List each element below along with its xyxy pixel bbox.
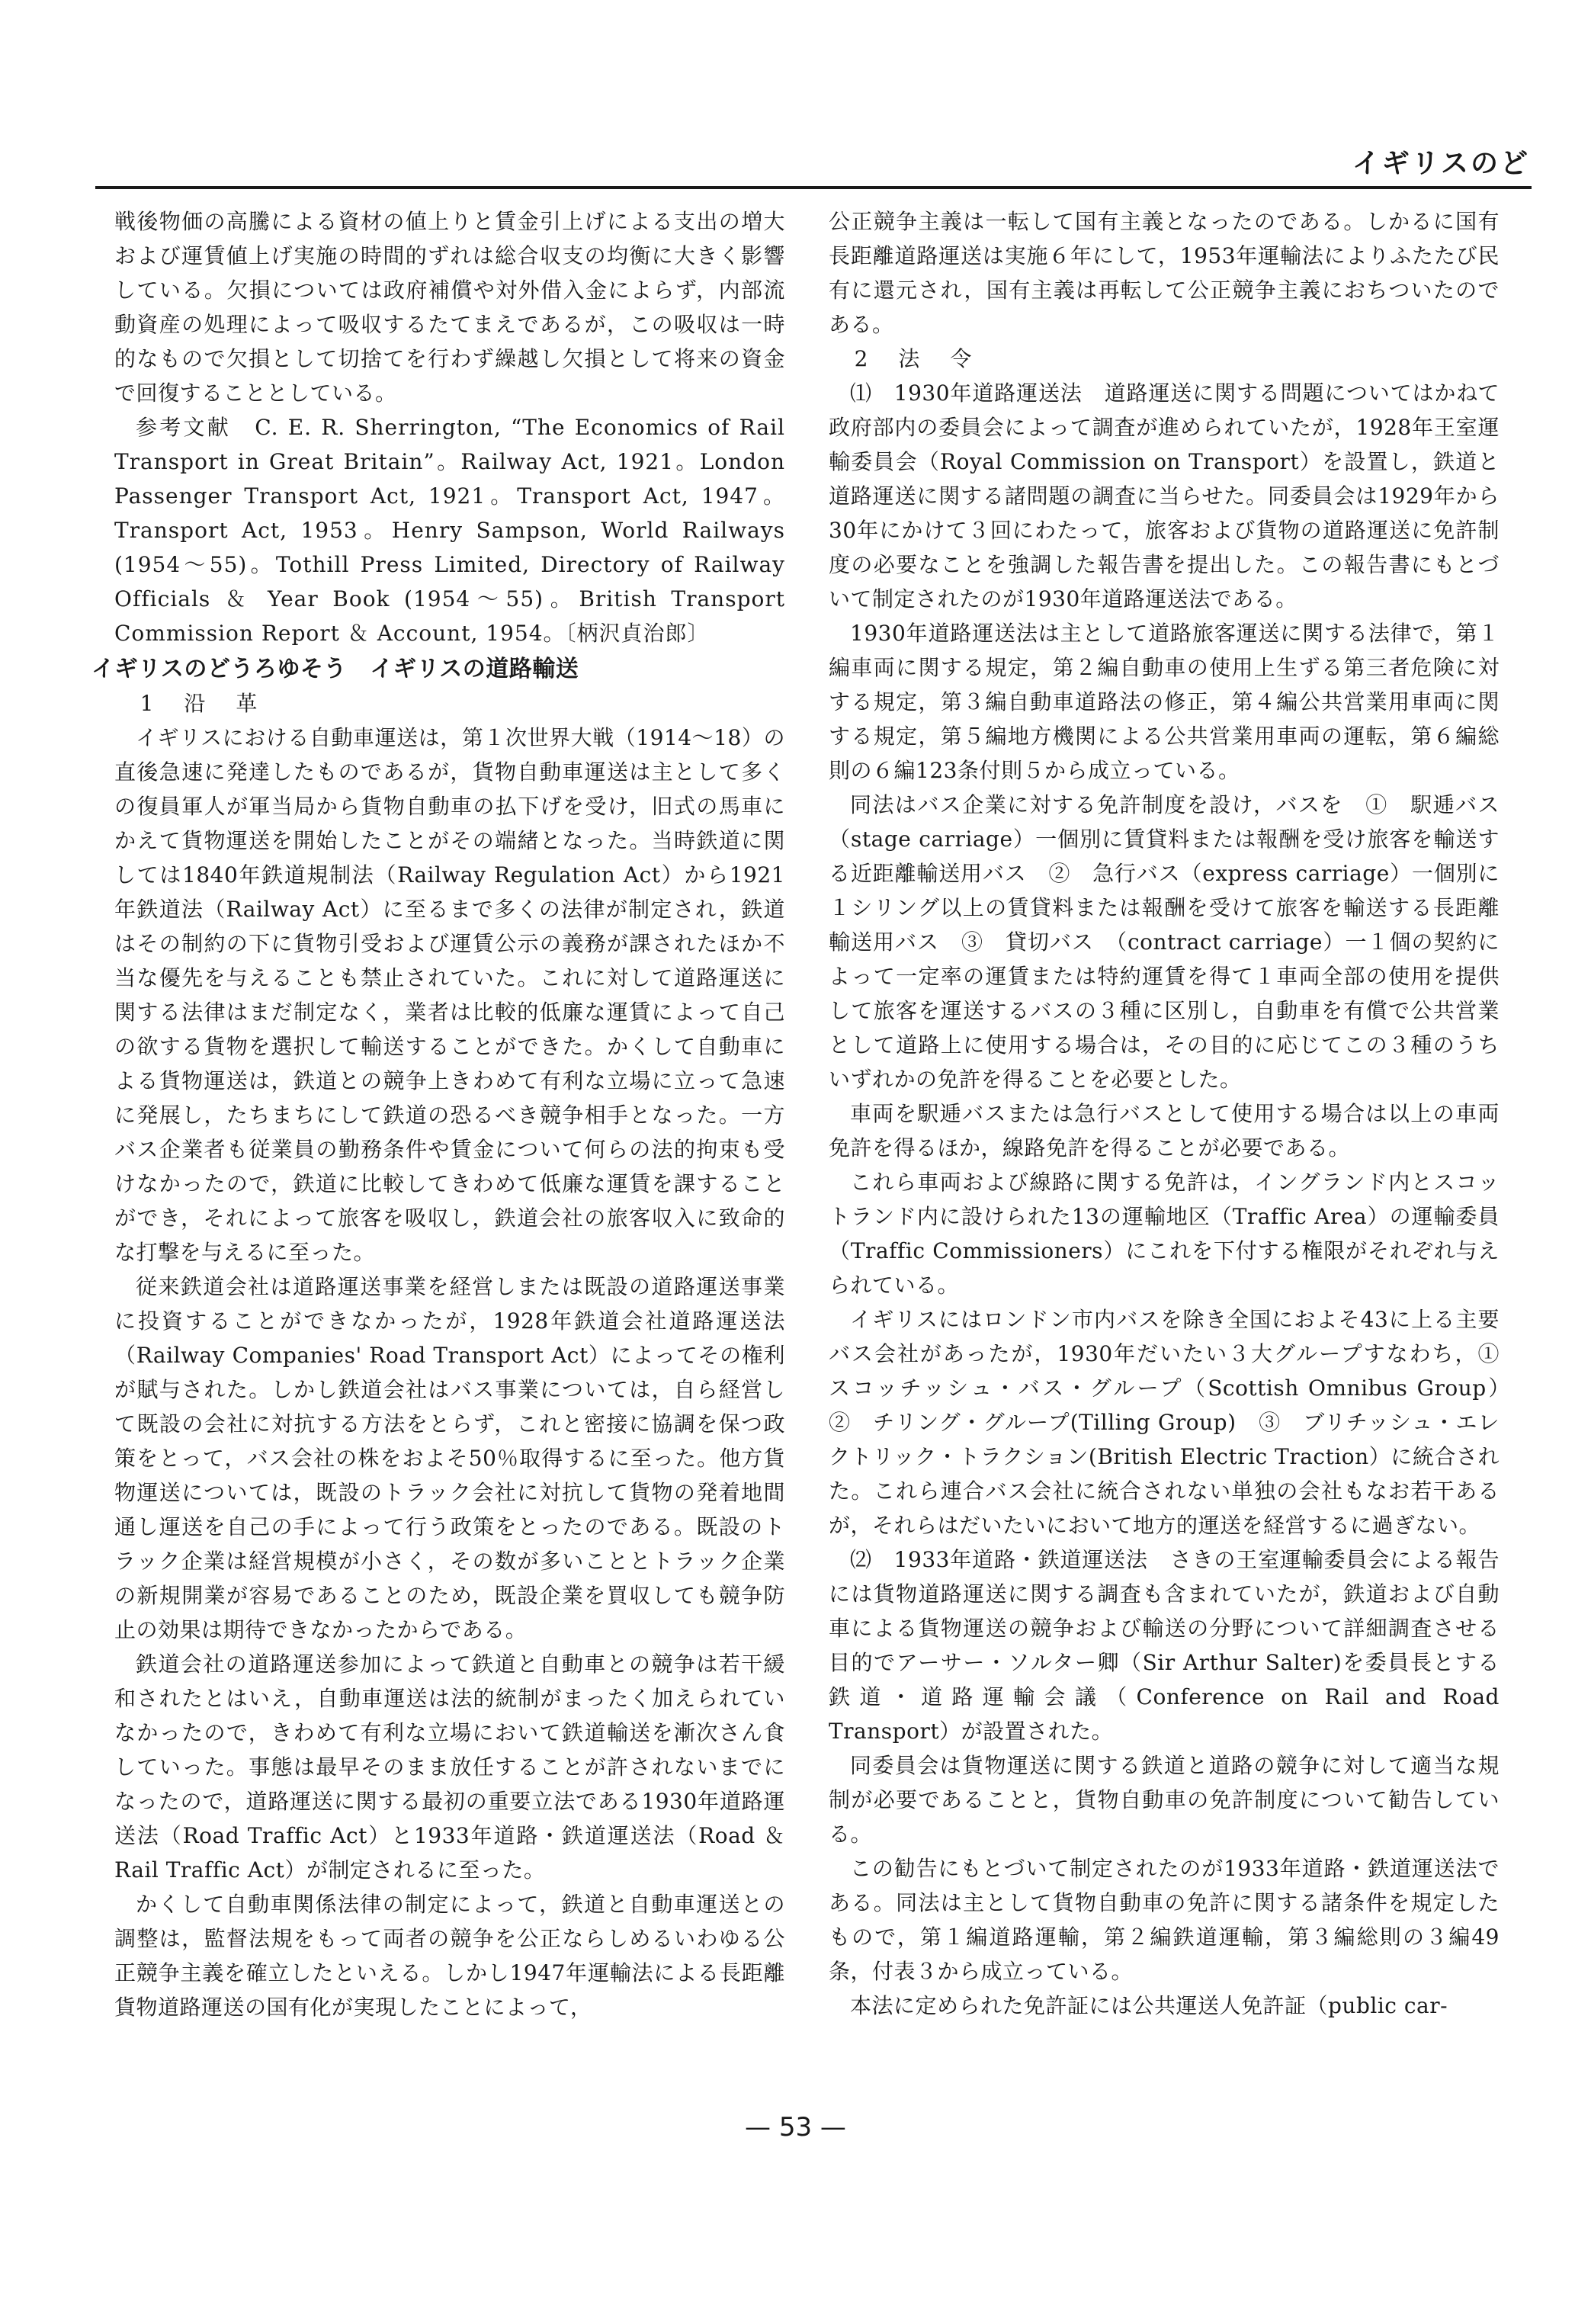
right-paragraph-2: ⑴ 1930年道路運送法 道路運送に関する問題についてはかねて政府部内の委員会によって調査が進められていたが，1928年王室運輸委員会（Royal Commission on Transport）を設置し，鉄道と道路運送に関する諸問題の調査に当らせた。同委員会は1929年から30年にかけて３回にわたって，旅客および貨物の道路運送に免許制度の必要なことを強調した報告書を提出した。この報告書にもとづいて制定されたのが1930年道路運送法である。 [829,380,1500,611]
right-paragraph-8: ⑵ 1933年道路・鉄道運送法 さきの王室運輸委員会による報告には貨物道路運送に関する調査も含まれていたが，鉄道および自動車による貨物運送の競争および輸送の分野について詳細調査させる目的でアーサー・ソルター卿（Sir Arthur Salter)を委員長とする鉄道・道路運輸会議（Conference on Rail and Road Transport）が設置された。 [829,1547,1500,1744]
right-paragraph-11: 本法に定められた免許証には公共運送人免許証（public car- [850,1993,1448,2018]
right-paragraph-6: これら車両および線路に関する免許は，イングランド内とスコットランド内に設けられた13の運輸地区（Traffic Area）の運輸委員（Traffic Commissioners）にこれを下付する権限がそれぞれ与えられている。 [829,1170,1500,1298]
running-title: イギリスのど [1352,148,1530,179]
page-number: — 53 — [745,2112,846,2143]
left-paragraph-3: 従来鉄道会社は道路運送事業を経営しまたは既設の道路運送事業に投資することができなかったが，1928年鉄道会社道路運送法（Railway Companies' Road Transport Act）によってその権利が賦与された。しかし鉄道会社はバス事業については，自ら経営して既設の会社に対抗する方法をとらず，これと密接に協調を保つ政策をとって，バス会社の株をおよそ50％取得するに至った。他方貨物運送については，既設のトラック会社に対抗して貨物の発着地間通し運送を自己の手によって行う政策をとったのである。既設のトラック企業は経営規模が小さく，その数が多いこととトラック企業の新規開業が容易であることのため，既設企業を買収しても競争防止の効果は期待できなかったからである。 [114,1274,785,1642]
right-paragraph-3: 1930年道路運送法は主として道路旅客運送に関する法律で，第１編車両に関する規定，第２編自動車の使用上生ずる第三者危険に対する規定，第３編自動車道路法の修正，第４編公共営業用車両に関する規定，第５編地方機関による公共営業用車両の運転，第６編総則の６編123条付則５から成立っている。 [829,621,1500,783]
right-column [829,204,1522,2023]
left-paragraph-2: イギリスにおける自動車運送は，第１次世界大戦（1914～18）の直後急速に発達したものであるが，貨物自動車運送は主として多くの復員軍人が軍当局から貨物自動車の払下げを受け，旧式の馬車にかえて貨物運送を開始したことがその端緒となった。当時鉄道に関しては1840年鉄道規制法（Railway Regulation Act）から1921年鉄道法（Railway Act）に至るまで多くの法律が制定され，鉄道はその制約の下に貨物引受および運賃公示の義務が課されたほか不当な優先を与えることも禁止されていた。これに対して道路運送に関する法律はまだ制定なく，業者は比較的低廉な運賃によって自己の欲する貨物を選択して輸送することができた。かくして自動車による貨物運送は，鉄道との競争上きわめて有利な立場に立って急速に発展し，たちまちにして鉄道の恐るべき競争相手となった。一方バス企業者も従業員の勤務条件や賃金について何らの法的拘束も受けなかったので，鉄道に比較してきわめて低廉な運賃を課することができ，それによって旅客を吸収し，鉄道会社の旅客収入に致命的な打撃を与えるに至った。 [114,725,785,1265]
right-paragraph-10: この勧告にもとづいて制定されたのが1933年道路・鉄道運送法である。同法は主として貨物自動車の免許に関する諸条件を規定したもので，第１編道路運輸，第２編鉄道運輸，第３編総則の３編49条，付表３から成立っている。 [829,1856,1500,1984]
right-paragraph-7: イギリスにはロンドン市内バスを除き全国におよそ43に上る主要バス会社があったが，1930年だいたい３大グループすなわち，① スコッチッシュ・バス・グループ（Scottish Omnibus Group） ② チリング・グループ(Tilling Group) ③ ブリチッシュ・エレクトリック・トラクション(British Electric Traction）に統合された。これら連合バス会社に統合されない単独の会社もなお若干あるが，それらはだいたいにおいて地方的運送を経営するに過ぎない。 [829,1307,1522,1538]
left-paragraph-4: 鉄道会社の道路運送参加によって鉄道と自動車との競争は若干緩和されたとはいえ，自動車運送は法的統制がまったく加えられていなかったので，きわめて有利な立場において鉄道輸送を漸次さん食していった。事態は最早そのまま放任することが許されないまでになったので，道路運送に関する最初の重要立法である1930年道路運送法（Road Traffic Act）と1933年道路・鉄道運送法（Road ＆ Rail Traffic Act）が制定されるに至った。 [114,1652,785,1883]
references: 参考文献 C. E. R. Sherrington, “The Economics of Rail Transport in Great Britain”。Railway Act, 1921。London Passenger Transport Act, 1921。Transport Act, 1947。Transport Act, 1953。Henry Sampson, World Railways (1954～55)。Tothill Press Limited, Directory of Railway Officials ＆ Year Book (1954～55)。British Transport Commission Report ＆ Account, 1954。〔柄沢貞治郎〕 [114,415,785,646]
left-column [91,204,785,2024]
left-paragraph-5: かくして自動車関係法律の制定によって，鉄道と自動車運送との調整は，監督法規をもって両者の競争を公正ならしめるいわゆる公正競争主義を確立したといえる。しかし1947年運輸法による長距離貨物道路運送の国有化が実現したことによって， [114,1892,785,2020]
left-paragraph-1: 戦後物価の高騰による資材の値上りと賃金引上げによる支出の増大および運賃値上げ実施の時間的ずれは総合収支の均衡に大きく影響している。欠損については政府補償や対外借入金によらず，内部流動資産の処理によって吸収するたてまえであるが，この吸収は一時的なもので欠損として切捨てを行わず繰越し欠損として将来の資金で回復することとしている。 [114,209,785,406]
subsection-heading-laws: 2 法 令 [854,346,977,371]
right-paragraph-4: 同法はバス企業に対する免許制度を設け，バスを ① 駅逓バス（stage carriage）一個別に賃貸料または報酬を受け旅客を輸送する近距離輸送用バス ② 急行バス（express carriage）一個別に１シリング以上の賃貸料または報酬を受けて旅客を輸送する長距離輸送用バス ③ 貸切バス （contract carriage）一１個の契約によって一定率の運賃または特約運賃を得て１車両全部の使用を提供して旅客を運送するバスの３種に区別し，自動車を有償で公共営業として道路上に使用する場合は，その目的に応じてこの３種のうちいずれかの免許を得ることを必要とした。 [829,792,1500,1092]
section-title: イギリスのどうろゆそう イギリスの道路輸送 [91,656,579,682]
right-paragraph-9: 同委員会は貨物運送に関する鉄道と道路の競争に対して適当な規制が必要であることと，貨物自動車の免許制度について勧告している。 [829,1753,1500,1847]
subsection-heading-history: 1 沿 革 [140,691,262,716]
right-paragraph-5: 車両を駅逓バスまたは急行バスとして使用する場合は以上の車両免許を得るほか，線路免許を得ることが必要である。 [829,1101,1500,1160]
header-rule [95,186,1532,189]
right-paragraph-1: 公正競争主義は一転して国有主義となったのである。しかるに国有長距離道路運送は実施６年にして，1953年運輸法によりふたたび民有に還元され，国有主義は再転して公正競争主義におちついたのである。 [829,209,1500,337]
